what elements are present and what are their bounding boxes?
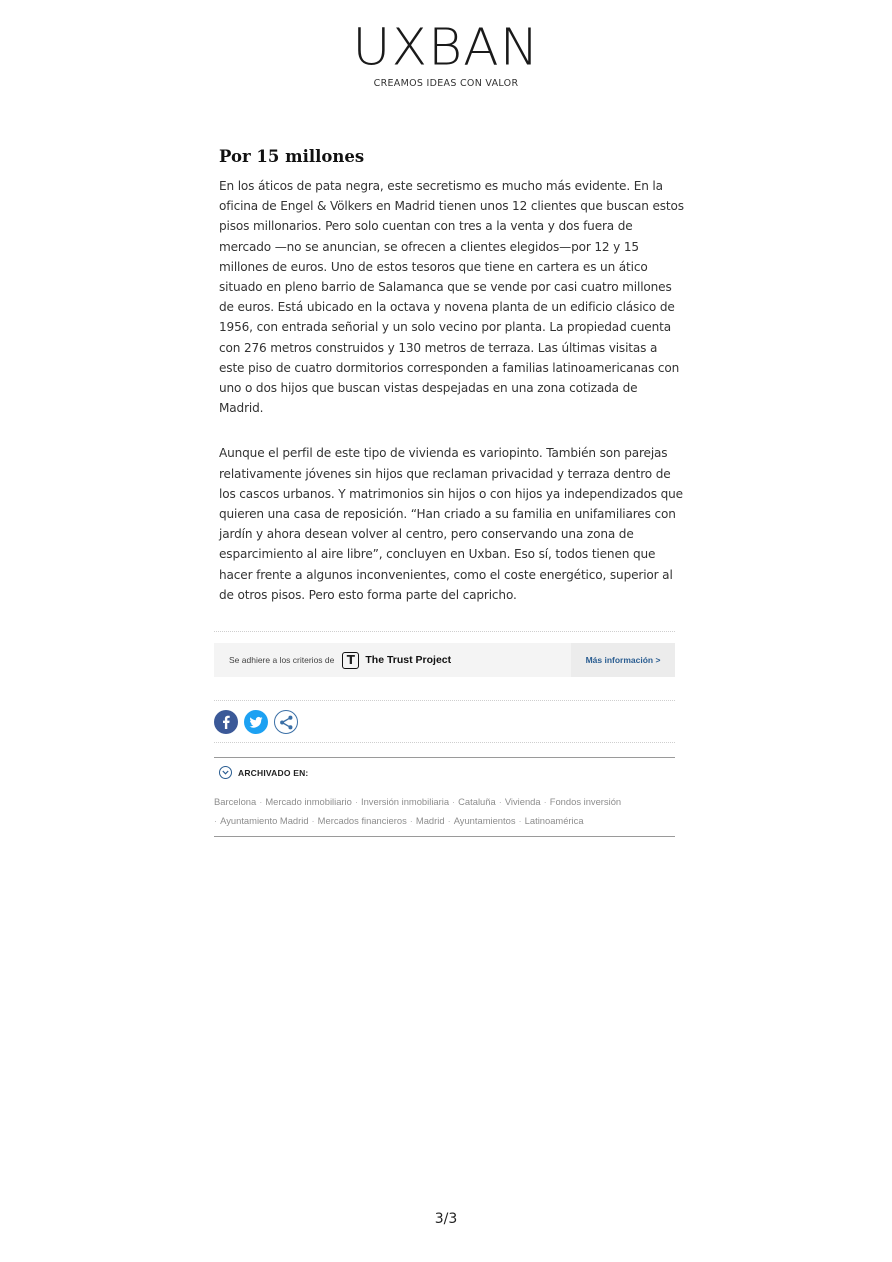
tag-link[interactable]: Mercados financieros — [317, 815, 407, 826]
archived-label: ARCHIVADO EN: — [238, 767, 309, 778]
chevron-down-icon[interactable] — [219, 766, 232, 779]
archived-header — [219, 766, 308, 779]
tag-link[interactable]: Latinoamérica — [524, 815, 584, 826]
twitter-icon[interactable] — [244, 710, 268, 734]
uxban-logo — [0, 18, 892, 89]
tag-link[interactable]: Ayuntamientos — [453, 815, 516, 826]
share-icon[interactable] — [274, 710, 298, 734]
tag-list — [214, 792, 679, 830]
trust-project-logo-icon: T — [342, 652, 359, 669]
tag-link[interactable]: Barcelona — [214, 796, 257, 807]
tag-link[interactable]: Cataluña — [458, 796, 496, 807]
tag-link[interactable]: Ayuntamiento Madrid — [220, 815, 309, 826]
paragraph: En los áticos de pata negra, este secretismo es mucho más evidente. En la oficina de Engel & Völkers en Madrid tienen unos 12 clientes que buscan estos pisos millonarios. Pero solo cuentan con tres a la venta y dos fuera de mercado —no se anuncian, se ofrecen a clientes elegidos—por 12 y 15 millones de euros. Uno de estos tesoros que tiene en cartera es un ático situado en pleno barrio de Salamanca que se vende por casi cuatro millones de euros. Está ubicado en la octava y novena planta de un edificio clásico de 1956, con entrada señorial y un solo vecino por planta. La propiedad cuenta con 276 metros construidos y 130 metros de terraza. Las últimas visitas a este piso de cuatro dormitorios corresponden a familias latinoamericanas con uno o dos hijos que buscan vistas despejadas en una zona cotizada de Madrid. — [219, 179, 684, 416]
divider — [214, 836, 675, 837]
tag-link[interactable]: Vivienda — [504, 796, 541, 807]
logo-wordmark: UXBAN — [352, 18, 540, 78]
divider — [214, 742, 675, 743]
trust-project-bar — [214, 643, 675, 677]
more-info-link[interactable]: Más información > — [571, 643, 675, 677]
page-number: 3/3 — [434, 1211, 458, 1227]
article-body — [219, 146, 684, 630]
tag-link[interactable]: Madrid — [415, 815, 445, 826]
tag-line: Barcelona · Mercado inmobiliario · Inversión inmobiliaria · Cataluña · Vivienda · Fondos inversión — [214, 796, 622, 807]
divider — [214, 700, 675, 701]
tag-link[interactable]: Inversión inmobiliaria — [360, 796, 450, 807]
logo-tagline: CREAMOS IDEAS CON VALOR — [373, 78, 519, 89]
facebook-icon[interactable] — [214, 710, 238, 734]
tag-link[interactable]: Fondos inversión — [549, 796, 622, 807]
tag-line: · Ayuntamiento Madrid · Mercados financieros · Madrid · Ayuntamientos · Latinoamérica — [214, 815, 584, 826]
trust-project-info — [214, 652, 571, 669]
tag-link[interactable]: Mercado inmobiliario — [265, 796, 352, 807]
divider — [214, 757, 675, 758]
paragraph: Aunque el perfil de este tipo de vivienda es variopinto. También son parejas relativamente jóvenes sin hijos que reclaman privacidad y terraza dentro de los cascos urbanos. Y matrimonios sin hijos o con hijos ya independizados que quieren una casa de reposición. “Han criado a su familia en unifamiliares con jardín y ahora desean volver al centro, pero conservando una zona de esparcimiento al aire libre”, concluyen en Uxban. Eso sí, todos tienen que hacer frente a algunos inconvenientes, como el coste energético, superior al de otros pisos. Pero esto forma parte del capricho. — [219, 446, 683, 602]
trust-intro-text: Se adhiere a los criterios de — [229, 655, 335, 665]
social-share-bar — [214, 710, 298, 734]
trust-project-name: The Trust Project — [365, 654, 452, 666]
divider — [214, 631, 675, 632]
section-title: Por 15 millones — [219, 147, 365, 166]
